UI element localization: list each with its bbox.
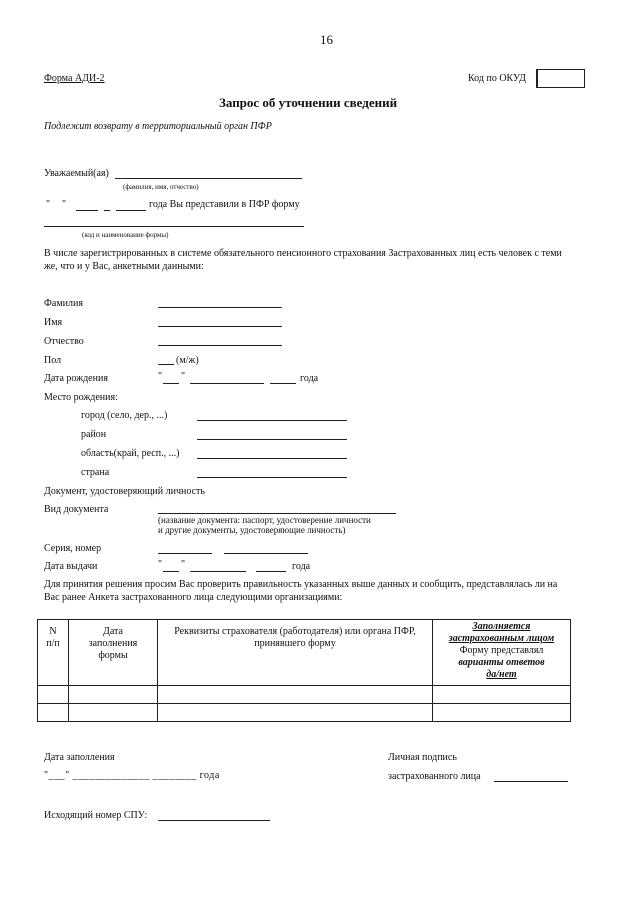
request-text-1: Для принятия решения просим Вас проверить правильность указанных выше данных и сообщить, представлялась ли на xyxy=(44,579,558,590)
header-filled-by xyxy=(433,620,571,686)
header-requisites xyxy=(158,620,433,686)
form-code: Форма АДИ-2 xyxy=(44,73,105,84)
name-label: Имя xyxy=(44,317,63,328)
intro-text-2: же, что и у Вас, анкетными данными: xyxy=(44,261,204,272)
header-number-line2: п/п xyxy=(46,638,60,649)
surname-field[interactable] xyxy=(158,307,282,308)
signature-label-2: застрахованного лица xyxy=(388,771,481,782)
doc-hint-1: (название документа: паспорт, удостоверение личности xyxy=(158,515,371,525)
sex-hint: (м/ж) xyxy=(176,355,199,366)
dear-hint: (фамилия, имя, отчество) xyxy=(123,183,199,191)
table-cell[interactable] xyxy=(158,686,433,704)
issue-quote-open: " xyxy=(158,559,163,570)
header-date-line2: заполнения xyxy=(88,638,138,649)
submit-year-text: года Вы представили в ПФР форму xyxy=(149,199,300,210)
patronymic-field[interactable] xyxy=(158,345,282,346)
submit-month-field-a[interactable] xyxy=(104,210,110,211)
issue-day-field[interactable] xyxy=(163,571,179,572)
submit-month-field[interactable] xyxy=(116,210,146,211)
fill-date-label: Дата заполления xyxy=(44,752,115,763)
table-cell[interactable] xyxy=(69,704,158,722)
page-number: 16 xyxy=(320,32,333,47)
table-row xyxy=(38,686,571,704)
page-subtitle: Подлежит возврату в территориальный орган ПФР xyxy=(44,121,272,132)
birth-quote-close: " xyxy=(181,371,186,382)
outgoing-number-field[interactable] xyxy=(158,820,270,821)
issue-month-field[interactable] xyxy=(190,571,246,572)
header-filled-line5: да/нет xyxy=(486,669,517,680)
doc-type-field[interactable] xyxy=(158,513,396,514)
header-number xyxy=(38,620,69,686)
issue-quote-close: " xyxy=(181,559,186,570)
birth-day-field[interactable] xyxy=(163,383,179,384)
birth-year-field[interactable] xyxy=(270,383,296,384)
table-cell[interactable] xyxy=(158,704,433,722)
table-cell[interactable] xyxy=(38,686,69,704)
doc-type-label: Вид документа xyxy=(44,504,109,515)
header-filled-line3: Форму представлял xyxy=(459,645,544,656)
district-field[interactable] xyxy=(197,439,347,440)
city-field[interactable] xyxy=(197,420,347,421)
country-field[interactable] xyxy=(197,477,347,478)
country-label: страна xyxy=(81,467,110,478)
date-quote-close: " xyxy=(62,199,67,210)
header-date xyxy=(69,620,158,686)
birth-year-word: года xyxy=(300,373,319,384)
signature-label-1: Личная подпись xyxy=(388,752,457,763)
submit-day-field[interactable] xyxy=(76,210,98,211)
birth-quote-open: " xyxy=(158,371,163,382)
birth-place-label: Место рождения: xyxy=(44,392,118,403)
form-hint: (код и наименование формы) xyxy=(82,231,169,239)
name-field[interactable] xyxy=(158,326,282,327)
table-row xyxy=(38,704,571,722)
issue-date-label: Дата выдачи xyxy=(44,561,98,572)
table-header-row xyxy=(38,620,571,686)
okud-label: Код по ОКУД xyxy=(468,73,526,84)
region-field[interactable] xyxy=(197,458,347,459)
outgoing-label: Исходящий номер СПУ: xyxy=(44,810,148,821)
table-cell[interactable] xyxy=(433,686,571,704)
header-requisites-line2: принявшего форму xyxy=(254,638,336,649)
date-quote-open: " xyxy=(46,199,51,210)
series-field[interactable] xyxy=(158,553,212,554)
header-filled-line1: Заполняется xyxy=(472,621,531,632)
district-label: район xyxy=(81,429,107,440)
organizations-table xyxy=(37,619,571,722)
series-label: Серия, номер xyxy=(44,543,102,554)
sex-field[interactable] xyxy=(158,364,174,365)
dear-name-field[interactable] xyxy=(115,178,302,179)
id-doc-label: Документ, удостоверяющий личность xyxy=(44,486,205,497)
form-name-field[interactable] xyxy=(44,226,304,227)
signature-field[interactable] xyxy=(494,781,568,782)
number-field[interactable] xyxy=(224,553,308,554)
issue-year-field[interactable] xyxy=(256,571,286,572)
table-cell[interactable] xyxy=(69,686,158,704)
doc-hint-2: и другие документы, удостоверяющие личность) xyxy=(158,525,346,535)
header-filled-line2: застрахованным лицом xyxy=(448,633,555,644)
patronymic-label: Отчество xyxy=(44,336,84,347)
table-cell[interactable] xyxy=(433,704,571,722)
header-filled-line4: варианты ответов xyxy=(458,657,545,668)
surname-label: Фамилия xyxy=(44,298,83,309)
region-label: область(край, респ., ...) xyxy=(81,448,180,459)
request-text-2: Вас ранее Анкета застрахованного лица следующими организациями: xyxy=(44,592,343,603)
sex-label: Пол xyxy=(44,355,62,366)
intro-text-1: В числе зарегистрированных в системе обязательного пенсионного страхования Застрахованных лиц есть человек с теми xyxy=(44,248,562,259)
page-title: Запрос об уточнении сведений xyxy=(219,95,398,110)
header-date-line3: формы xyxy=(98,650,128,661)
city-label: город (село, дер., ...) xyxy=(81,410,168,421)
issue-year-word: года xyxy=(292,561,311,572)
fill-date-field[interactable]: "___" ______________ ________ года xyxy=(44,770,220,781)
birth-date-label: Дата рождения xyxy=(44,373,108,384)
birth-month-field[interactable] xyxy=(190,383,264,384)
header-requisites-line1: Реквизиты страхователя (работодателя) или органа ПФР, xyxy=(174,626,416,637)
dear-label: Уважаемый(ая) xyxy=(44,168,109,179)
header-number-line1: N xyxy=(49,626,57,637)
header-date-line1: Дата xyxy=(103,626,123,637)
table-cell[interactable] xyxy=(38,704,69,722)
okud-field[interactable] xyxy=(536,69,585,88)
